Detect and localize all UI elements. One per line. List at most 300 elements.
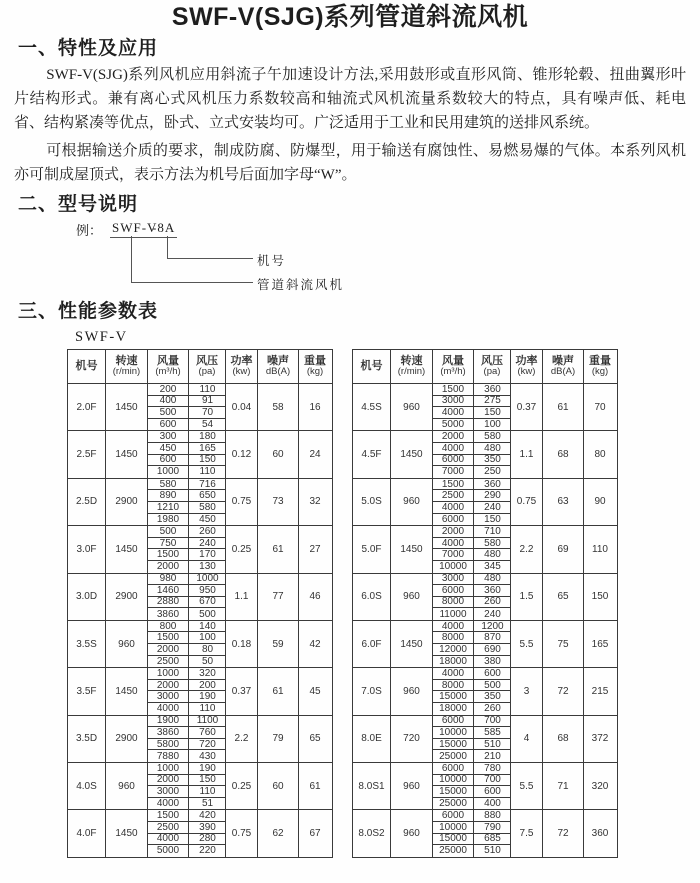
speed-cell: 960 bbox=[391, 763, 433, 809]
flow-value: 1500 bbox=[148, 632, 189, 644]
flow-pressure-grid bbox=[433, 621, 511, 667]
flow-value: 4000 bbox=[433, 621, 474, 633]
model-cell: 6.0S bbox=[353, 574, 391, 620]
pressure-value: 720 bbox=[189, 739, 226, 751]
flow-value: 4000 bbox=[433, 502, 474, 514]
column-header: 风压 (pa) bbox=[189, 350, 226, 383]
pressure-value: 700 bbox=[474, 716, 511, 728]
flow-pressure-grid bbox=[433, 384, 511, 430]
pressure-value: 650 bbox=[189, 490, 226, 502]
model-code-diagram bbox=[0, 220, 700, 298]
noise-cell: 65 bbox=[543, 574, 584, 620]
flow-value: 15000 bbox=[433, 786, 474, 798]
flow-value: 600 bbox=[148, 419, 189, 431]
section-heading-features: 一、特性及应用 bbox=[18, 38, 159, 59]
column-header: 噪声 dB(A) bbox=[258, 350, 299, 383]
speed-cell: 1450 bbox=[106, 384, 148, 430]
flow-value: 6000 bbox=[433, 585, 474, 597]
weight-cell: 16 bbox=[309, 401, 321, 413]
pressure-value: 760 bbox=[189, 727, 226, 739]
weight-cell: 65 bbox=[309, 733, 321, 745]
pressure-value: 150 bbox=[484, 513, 501, 525]
weight-cell: 110 bbox=[592, 543, 608, 555]
pressure-value: 180 bbox=[189, 431, 226, 443]
speed-cell: 1450 bbox=[106, 431, 148, 477]
callout-label-series: 管道斜流风机 bbox=[257, 278, 345, 292]
speed-cell: 960 bbox=[106, 763, 148, 809]
model-cell: 4.5S bbox=[353, 384, 391, 430]
pressure-value: 80 bbox=[189, 644, 226, 656]
flow-value: 10000 bbox=[433, 727, 474, 739]
flow-pressure-grid bbox=[148, 479, 226, 525]
flow-value: 18000 bbox=[433, 656, 474, 668]
flow-value: 4000 bbox=[148, 798, 189, 810]
model-cell: 5.0S bbox=[353, 479, 391, 525]
flow-value: 10000 bbox=[433, 561, 474, 573]
flow-value: 6000 bbox=[433, 514, 474, 526]
callout-line-series-vertical bbox=[131, 236, 132, 282]
flow-value: 4000 bbox=[148, 703, 189, 715]
pressure-value: 400 bbox=[484, 798, 501, 810]
table-row bbox=[68, 716, 332, 763]
flow-value: 2000 bbox=[148, 644, 189, 656]
flow-value: 4000 bbox=[148, 834, 189, 846]
flow-pressure-grid bbox=[148, 621, 226, 667]
speed-cell: 960 bbox=[391, 574, 433, 620]
power-cell: 4 bbox=[511, 716, 543, 762]
flow-pressure-grid bbox=[433, 716, 511, 762]
weight-cell: 165 bbox=[591, 638, 609, 650]
pressure-value: 360 bbox=[474, 384, 511, 396]
weight-cell: 42 bbox=[309, 638, 321, 650]
power-cell: 0.37 bbox=[511, 384, 543, 430]
pressure-value: 350 bbox=[474, 455, 511, 467]
model-cell: 4.5F bbox=[353, 431, 391, 477]
speed-cell: 2900 bbox=[106, 716, 148, 762]
model-cell: 3.5D bbox=[68, 716, 106, 762]
pressure-value: 480 bbox=[474, 549, 511, 561]
flow-value: 6000 bbox=[433, 763, 474, 775]
weight-cell: 67 bbox=[309, 828, 321, 840]
features-text bbox=[14, 63, 686, 187]
pressure-value: 190 bbox=[189, 763, 226, 775]
performance-table-label: SWF-V bbox=[75, 329, 128, 345]
pressure-value: 240 bbox=[189, 538, 226, 550]
model-cell: 8.0S2 bbox=[353, 810, 391, 856]
power-cell: 0.75 bbox=[511, 479, 543, 525]
flow-pressure-grid bbox=[148, 526, 226, 572]
pressure-value: 480 bbox=[474, 574, 511, 586]
power-cell: 0.25 bbox=[226, 763, 258, 809]
pressure-value: 150 bbox=[189, 775, 226, 787]
flow-value: 7000 bbox=[433, 549, 474, 561]
flow-value: 1500 bbox=[148, 549, 189, 561]
flow-value: 8000 bbox=[433, 680, 474, 692]
flow-value: 12000 bbox=[433, 644, 474, 656]
flow-value: 2000 bbox=[148, 680, 189, 692]
pressure-value: 950 bbox=[189, 585, 226, 597]
power-cell: 0.12 bbox=[226, 431, 258, 477]
pressure-value: 716 bbox=[189, 479, 226, 491]
flow-pressure-grid bbox=[433, 574, 511, 620]
pressure-value: 91 bbox=[189, 396, 226, 408]
flow-value: 890 bbox=[148, 490, 189, 502]
flow-value: 1500 bbox=[433, 384, 474, 396]
model-cell: 3.5F bbox=[68, 668, 106, 714]
weight-cell: 70 bbox=[594, 401, 606, 413]
weight-cell: 360 bbox=[591, 828, 609, 840]
flow-value: 2000 bbox=[148, 775, 189, 787]
flow-pressure-grid bbox=[148, 431, 226, 477]
speed-cell: 960 bbox=[106, 621, 148, 667]
column-header: 风压 (pa) bbox=[474, 350, 511, 383]
speed-cell: 960 bbox=[391, 479, 433, 525]
callout-label-machine-no: 机号 bbox=[257, 254, 287, 268]
column-header: 重量 (kg) bbox=[304, 354, 326, 378]
flow-value: 6000 bbox=[433, 716, 474, 728]
pressure-value: 290 bbox=[474, 490, 511, 502]
flow-value: 18000 bbox=[433, 703, 474, 715]
pressure-value: 420 bbox=[189, 810, 226, 822]
pressure-value: 390 bbox=[189, 822, 226, 834]
flow-value: 10000 bbox=[433, 822, 474, 834]
callout-line-machine-no-vertical bbox=[167, 236, 168, 258]
power-cell: 0.04 bbox=[226, 384, 258, 430]
pressure-value: 510 bbox=[484, 845, 501, 857]
pressure-value: 190 bbox=[189, 691, 226, 703]
power-cell: 0.18 bbox=[226, 621, 258, 667]
model-cell: 8.0E bbox=[353, 716, 391, 762]
table-row bbox=[68, 384, 332, 431]
pressure-value: 100 bbox=[189, 632, 226, 644]
features-paragraph-2: 可根据输送介质的要求，制成防腐、防爆型，用于输送有腐蚀性、易燃易爆的气体。本系列风机亦可制成屋顶式，表示方法为机号后面加字母“W”。 bbox=[14, 143, 686, 183]
speed-cell: 1450 bbox=[391, 431, 433, 477]
pressure-value: 690 bbox=[474, 644, 511, 656]
flow-value: 25000 bbox=[433, 845, 474, 857]
pressure-value: 360 bbox=[474, 479, 511, 491]
column-header: 功率 (kw) bbox=[226, 350, 258, 383]
table-row bbox=[68, 810, 332, 856]
pressure-value: 275 bbox=[474, 396, 511, 408]
pressure-value: 1100 bbox=[189, 716, 226, 728]
flow-value: 1000 bbox=[148, 668, 189, 680]
flow-value: 2000 bbox=[148, 561, 189, 573]
flow-value: 7880 bbox=[148, 750, 189, 762]
flow-pressure-grid bbox=[433, 668, 511, 714]
noise-cell: 63 bbox=[543, 479, 584, 525]
flow-value: 2880 bbox=[148, 597, 189, 609]
flow-value: 11000 bbox=[433, 608, 474, 620]
pressure-value: 350 bbox=[474, 691, 511, 703]
pressure-value: 165 bbox=[189, 443, 226, 455]
pressure-value: 360 bbox=[474, 585, 511, 597]
pressure-value: 240 bbox=[484, 608, 501, 620]
pressure-value: 110 bbox=[189, 786, 226, 798]
flow-pressure-grid bbox=[433, 763, 511, 809]
noise-cell: 71 bbox=[543, 763, 584, 809]
flow-value: 2500 bbox=[433, 490, 474, 502]
flow-pressure-grid bbox=[148, 668, 226, 714]
speed-cell: 1450 bbox=[391, 526, 433, 572]
weight-cell: 80 bbox=[594, 449, 606, 461]
model-cell: 3.5S bbox=[68, 621, 106, 667]
performance-table-left bbox=[67, 349, 333, 858]
weight-cell: 215 bbox=[591, 685, 609, 697]
speed-cell: 960 bbox=[391, 384, 433, 430]
pressure-value: 140 bbox=[189, 621, 226, 633]
table-row bbox=[68, 668, 332, 715]
speed-cell: 2900 bbox=[106, 479, 148, 525]
table-row bbox=[353, 621, 617, 668]
flow-pressure-grid bbox=[148, 384, 226, 430]
flow-value: 4000 bbox=[433, 407, 474, 419]
pressure-value: 510 bbox=[474, 739, 511, 751]
flow-value: 3860 bbox=[148, 727, 189, 739]
speed-cell: 960 bbox=[391, 810, 433, 856]
weight-cell: 32 bbox=[309, 496, 321, 508]
flow-value: 5800 bbox=[148, 739, 189, 751]
flow-value: 1980 bbox=[148, 514, 189, 526]
table-row bbox=[353, 810, 617, 856]
power-cell: 7.5 bbox=[511, 810, 543, 856]
example-label: 例： bbox=[76, 223, 103, 238]
column-header: 功率 (kw) bbox=[511, 350, 543, 383]
weight-cell: 372 bbox=[591, 733, 609, 745]
pressure-value: 500 bbox=[199, 608, 216, 620]
noise-cell: 72 bbox=[543, 810, 584, 856]
pressure-value: 260 bbox=[189, 526, 226, 538]
section-heading-model: 二、型号说明 bbox=[18, 194, 139, 215]
weight-cell: 90 bbox=[594, 496, 606, 508]
table-row bbox=[353, 384, 617, 431]
model-cell: 4.0F bbox=[68, 810, 106, 856]
pressure-value: 240 bbox=[474, 502, 511, 514]
pressure-value: 450 bbox=[199, 513, 216, 525]
flow-pressure-grid bbox=[433, 431, 511, 477]
flow-value: 6000 bbox=[433, 455, 474, 467]
pressure-value: 480 bbox=[474, 443, 511, 455]
flow-value: 5000 bbox=[433, 419, 474, 431]
pressure-value: 50 bbox=[201, 655, 214, 667]
noise-cell: 69 bbox=[543, 526, 584, 572]
section-heading-performance: 三、性能参数表 bbox=[18, 301, 159, 322]
flow-value: 1500 bbox=[148, 810, 189, 822]
column-header: 机号 bbox=[68, 350, 106, 383]
flow-value: 3000 bbox=[148, 786, 189, 798]
flow-value: 1210 bbox=[148, 502, 189, 514]
flow-value: 2500 bbox=[148, 822, 189, 834]
page-title: SWF-V(SJG)系列管道斜流风机 bbox=[171, 3, 529, 31]
flow-value: 6000 bbox=[433, 810, 474, 822]
pressure-value: 260 bbox=[474, 597, 511, 609]
pressure-value: 580 bbox=[474, 431, 511, 443]
pressure-value: 210 bbox=[484, 750, 501, 762]
flow-value: 25000 bbox=[433, 750, 474, 762]
pressure-value: 1000 bbox=[189, 574, 226, 586]
pressure-value: 320 bbox=[189, 668, 226, 680]
flow-pressure-grid bbox=[433, 526, 511, 572]
power-cell: 2.2 bbox=[511, 526, 543, 572]
flow-value: 4000 bbox=[433, 538, 474, 550]
pressure-value: 51 bbox=[201, 798, 214, 810]
pressure-value: 130 bbox=[199, 561, 216, 573]
column-header: 转速 (r/min) bbox=[106, 350, 148, 383]
pressure-value: 150 bbox=[474, 407, 511, 419]
pressure-value: 580 bbox=[474, 538, 511, 550]
column-header: 风量 (m³/h) bbox=[148, 350, 189, 383]
flow-value: 1900 bbox=[148, 716, 189, 728]
speed-cell: 720 bbox=[391, 716, 433, 762]
flow-value: 400 bbox=[148, 396, 189, 408]
weight-cell: 320 bbox=[591, 780, 609, 792]
pressure-value: 345 bbox=[484, 561, 501, 573]
table-row bbox=[68, 574, 332, 621]
flow-value: 200 bbox=[148, 384, 189, 396]
pressure-value: 870 bbox=[474, 632, 511, 644]
pressure-value: 380 bbox=[484, 655, 501, 667]
flow-value: 2500 bbox=[148, 656, 189, 668]
noise-cell: 72 bbox=[543, 668, 584, 714]
noise-cell: 77 bbox=[258, 574, 299, 620]
flow-value: 10000 bbox=[433, 775, 474, 787]
model-cell: 3.0D bbox=[68, 574, 106, 620]
flow-pressure-grid bbox=[148, 716, 226, 762]
flow-value: 980 bbox=[148, 574, 189, 586]
pressure-value: 260 bbox=[484, 703, 501, 715]
power-cell: 1.5 bbox=[511, 574, 543, 620]
pressure-value: 600 bbox=[474, 786, 511, 798]
flow-value: 15000 bbox=[433, 691, 474, 703]
flow-value: 3000 bbox=[148, 691, 189, 703]
table-row bbox=[353, 479, 617, 526]
power-cell: 1.1 bbox=[511, 431, 543, 477]
model-cell: 4.0S bbox=[68, 763, 106, 809]
noise-cell: 60 bbox=[258, 431, 299, 477]
column-header: 机号 bbox=[353, 350, 391, 383]
pressure-value: 220 bbox=[199, 845, 216, 857]
pressure-value: 670 bbox=[189, 597, 226, 609]
flow-value: 15000 bbox=[433, 834, 474, 846]
pressure-value: 54 bbox=[201, 419, 214, 431]
speed-cell: 1450 bbox=[106, 810, 148, 856]
flow-value: 450 bbox=[148, 443, 189, 455]
pressure-value: 700 bbox=[474, 775, 511, 787]
table-row bbox=[353, 668, 617, 715]
noise-cell: 79 bbox=[258, 716, 299, 762]
pressure-value: 200 bbox=[189, 680, 226, 692]
pressure-value: 110 bbox=[199, 466, 216, 478]
model-cell: 7.0S bbox=[353, 668, 391, 714]
flow-value: 3860 bbox=[148, 608, 189, 620]
pressure-value: 280 bbox=[189, 834, 226, 846]
table-row bbox=[353, 431, 617, 478]
callout-line-machine-no-horizontal bbox=[167, 258, 253, 259]
flow-value: 3000 bbox=[433, 574, 474, 586]
table-header bbox=[353, 350, 617, 384]
flow-value: 2000 bbox=[433, 526, 474, 538]
speed-cell: 2900 bbox=[106, 574, 148, 620]
features-paragraph-1: SWF-V(SJG)系列风机应用斜流子午加速设计方法,采用鼓形或直形风筒、锥形轮毂、扭曲翼形叶片结构形式。兼有离心式风机压力系数较高和轴流式风机流量系数较大的特点，具有噪声低、耗电省、结构紧凑等优点，卧式、立式安装均可。广泛适用于工业和民用建筑的送排风系统。 bbox=[14, 67, 686, 131]
performance-tables bbox=[67, 349, 700, 858]
table-row bbox=[68, 763, 332, 810]
power-cell: 2.2 bbox=[226, 716, 258, 762]
power-cell: 0.25 bbox=[226, 526, 258, 572]
weight-cell: 27 bbox=[309, 543, 321, 555]
flow-value: 8000 bbox=[433, 632, 474, 644]
noise-cell: 61 bbox=[543, 384, 584, 430]
noise-cell: 60 bbox=[258, 763, 299, 809]
flow-value: 580 bbox=[148, 479, 189, 491]
table-row bbox=[68, 479, 332, 526]
power-cell: 0.37 bbox=[226, 668, 258, 714]
pressure-value: 110 bbox=[199, 703, 216, 715]
pressure-value: 880 bbox=[474, 810, 511, 822]
power-cell: 0.75 bbox=[226, 810, 258, 856]
pressure-value: 100 bbox=[484, 419, 501, 431]
speed-cell: 1450 bbox=[106, 668, 148, 714]
flow-value: 15000 bbox=[433, 739, 474, 751]
flow-value: 1460 bbox=[148, 585, 189, 597]
flow-value: 3000 bbox=[433, 396, 474, 408]
weight-cell: 45 bbox=[309, 685, 321, 697]
column-header: 风量 (m³/h) bbox=[433, 350, 474, 383]
table-row bbox=[353, 574, 617, 621]
table-row bbox=[68, 621, 332, 668]
power-cell: 0.75 bbox=[226, 479, 258, 525]
flow-value: 800 bbox=[148, 621, 189, 633]
model-code-main: SWF-V bbox=[110, 220, 159, 238]
flow-value: 5000 bbox=[148, 845, 189, 857]
column-header: 重量 (kg) bbox=[589, 354, 611, 378]
flow-value: 4000 bbox=[433, 443, 474, 455]
column-header: 噪声 dB(A) bbox=[543, 350, 584, 383]
pressure-value: 250 bbox=[484, 466, 501, 478]
flow-value: 7000 bbox=[433, 466, 474, 478]
model-code-suffix: -8A bbox=[150, 220, 177, 238]
pressure-value: 790 bbox=[474, 822, 511, 834]
table-row bbox=[68, 526, 332, 573]
callout-line-series-horizontal bbox=[131, 282, 253, 283]
flow-value: 1000 bbox=[148, 763, 189, 775]
noise-cell: 68 bbox=[543, 431, 584, 477]
pressure-value: 1200 bbox=[474, 621, 511, 633]
flow-value: 500 bbox=[148, 407, 189, 419]
power-cell: 3 bbox=[511, 668, 543, 714]
flow-value: 4000 bbox=[433, 668, 474, 680]
flow-value: 2000 bbox=[433, 431, 474, 443]
weight-cell: 150 bbox=[591, 591, 609, 603]
model-cell: 5.0F bbox=[353, 526, 391, 572]
noise-cell: 58 bbox=[258, 384, 299, 430]
weight-cell: 46 bbox=[309, 591, 321, 603]
flow-pressure-grid bbox=[148, 810, 226, 856]
flow-pressure-grid bbox=[148, 574, 226, 620]
flow-pressure-grid bbox=[433, 810, 511, 856]
flow-pressure-grid bbox=[148, 763, 226, 809]
flow-value: 25000 bbox=[433, 798, 474, 810]
table-row bbox=[68, 431, 332, 478]
table-row bbox=[353, 716, 617, 763]
noise-cell: 61 bbox=[258, 526, 299, 572]
model-cell: 2.5F bbox=[68, 431, 106, 477]
noise-cell: 61 bbox=[258, 668, 299, 714]
table-row bbox=[353, 763, 617, 810]
noise-cell: 68 bbox=[543, 716, 584, 762]
pressure-value: 685 bbox=[474, 834, 511, 846]
noise-cell: 59 bbox=[258, 621, 299, 667]
model-cell: 3.0F bbox=[68, 526, 106, 572]
pressure-value: 710 bbox=[474, 526, 511, 538]
